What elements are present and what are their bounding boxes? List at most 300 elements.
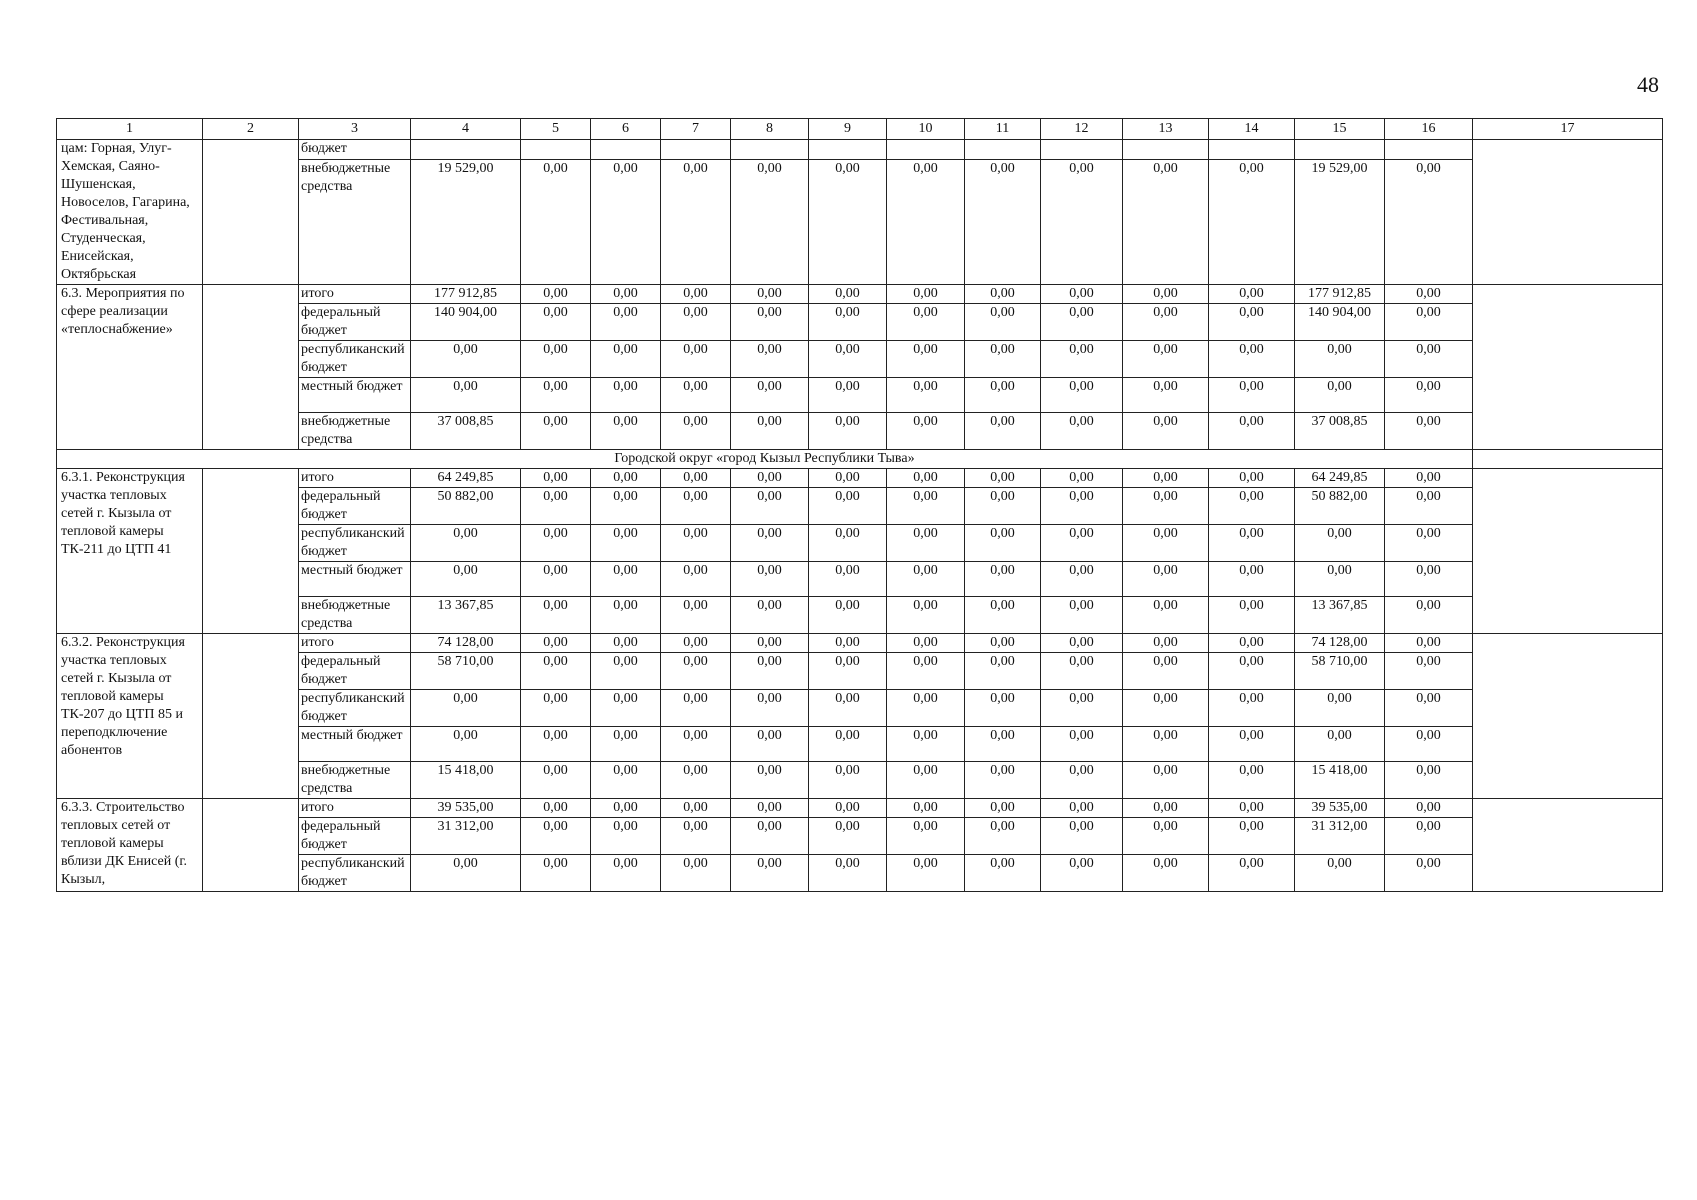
section-row <box>57 450 1663 469</box>
value-cell: 0,00 <box>411 855 521 892</box>
value-cell <box>809 140 887 160</box>
value-cell <box>521 140 591 160</box>
value-cell: 0,00 <box>591 304 661 341</box>
value-cell: 0,00 <box>1123 304 1209 341</box>
value-cell: 0,00 <box>661 562 731 597</box>
value-cell: 0,00 <box>965 597 1041 634</box>
value-cell: 0,00 <box>661 378 731 413</box>
funding-source: внебюджетные средства <box>299 762 411 799</box>
value-cell: 0,00 <box>661 597 731 634</box>
value-cell: 0,00 <box>809 488 887 525</box>
value-cell: 0,00 <box>1209 413 1295 450</box>
value-cell: 0,00 <box>1123 597 1209 634</box>
value-cell: 0,00 <box>591 818 661 855</box>
value-cell: 0,00 <box>1041 562 1123 597</box>
value-cell: 0,00 <box>965 413 1041 450</box>
value-cell: 0,00 <box>1209 762 1295 799</box>
value-cell: 0,00 <box>731 634 809 653</box>
value-cell: 0,00 <box>887 634 965 653</box>
table-row <box>57 285 1663 304</box>
value-cell: 0,00 <box>1385 469 1473 488</box>
value-cell: 0,00 <box>591 525 661 562</box>
value-cell: 0,00 <box>1385 304 1473 341</box>
value-cell: 0,00 <box>1209 525 1295 562</box>
value-cell: 0,00 <box>521 413 591 450</box>
value-cell: 0,00 <box>887 304 965 341</box>
value-cell: 0,00 <box>521 597 591 634</box>
value-cell: 0,00 <box>809 799 887 818</box>
funding-source: бюджет <box>299 140 411 160</box>
value-cell: 0,00 <box>661 818 731 855</box>
value-cell: 0,00 <box>809 653 887 690</box>
value-cell: 0,00 <box>1385 378 1473 413</box>
value-cell: 0,00 <box>731 562 809 597</box>
value-cell: 0,00 <box>1385 525 1473 562</box>
value-cell: 0,00 <box>411 525 521 562</box>
value-cell: 0,00 <box>887 855 965 892</box>
value-cell <box>887 140 965 160</box>
value-cell: 0,00 <box>1385 727 1473 762</box>
funding-source: федеральный бюджет <box>299 304 411 341</box>
value-cell: 0,00 <box>1041 413 1123 450</box>
funding-source: внебюджетные средства <box>299 597 411 634</box>
value-cell: 0,00 <box>1295 378 1385 413</box>
table-row <box>57 140 1663 160</box>
value-cell: 0,00 <box>1123 378 1209 413</box>
value-cell: 0,00 <box>965 488 1041 525</box>
value-cell: 0,00 <box>731 341 809 378</box>
value-cell: 0,00 <box>1209 818 1295 855</box>
value-cell: 0,00 <box>887 525 965 562</box>
column-2-cell <box>203 634 299 799</box>
value-cell: 0,00 <box>1041 488 1123 525</box>
value-cell: 0,00 <box>521 304 591 341</box>
value-cell: 0,00 <box>521 562 591 597</box>
value-cell: 0,00 <box>1385 799 1473 818</box>
value-cell: 0,00 <box>809 469 887 488</box>
funding-source: республиканский бюджет <box>299 341 411 378</box>
value-cell: 0,00 <box>731 762 809 799</box>
value-cell: 0,00 <box>809 818 887 855</box>
value-cell: 0,00 <box>809 562 887 597</box>
activity-name: 6.3.1. Реконструкция участка тепловых сетей г. Кызыла от тепловой камеры ТК-211 до ЦТП 41 <box>57 469 203 634</box>
value-cell: 0,00 <box>521 727 591 762</box>
activity-name: 6.3.2. Реконструкция участка тепловых сетей г. Кызыла от тепловой камеры ТК-207 до ЦТП 85 и переподключение абонентов <box>57 634 203 799</box>
value-cell: 0,00 <box>809 285 887 304</box>
table-row <box>57 799 1663 818</box>
value-cell: 0,00 <box>591 562 661 597</box>
value-cell: 0,00 <box>661 488 731 525</box>
funding-source: местный бюджет <box>299 378 411 413</box>
value-cell: 0,00 <box>1209 160 1295 285</box>
value-cell: 0,00 <box>521 285 591 304</box>
value-cell: 0,00 <box>1385 634 1473 653</box>
value-cell: 0,00 <box>887 469 965 488</box>
value-cell: 50 882,00 <box>411 488 521 525</box>
value-cell: 37 008,85 <box>1295 413 1385 450</box>
value-cell: 0,00 <box>1123 160 1209 285</box>
value-cell: 0,00 <box>731 799 809 818</box>
value-cell: 0,00 <box>1385 762 1473 799</box>
value-cell: 64 249,85 <box>411 469 521 488</box>
value-cell: 0,00 <box>887 762 965 799</box>
value-cell: 0,00 <box>591 762 661 799</box>
value-cell: 0,00 <box>731 413 809 450</box>
value-cell: 0,00 <box>731 727 809 762</box>
value-cell: 0,00 <box>661 653 731 690</box>
header-row <box>57 119 1663 140</box>
value-cell: 0,00 <box>1041 690 1123 727</box>
column-header-10: 10 <box>887 119 965 140</box>
funding-source: итого <box>299 285 411 304</box>
activity-name: 6.3.3. Строительство тепловых сетей от тепловой камеры вблизи ДК Енисей (г. Кызыл, <box>57 799 203 892</box>
funding-source: внебюджетные средства <box>299 413 411 450</box>
value-cell: 0,00 <box>521 818 591 855</box>
value-cell: 0,00 <box>731 488 809 525</box>
value-cell: 0,00 <box>661 634 731 653</box>
value-cell: 0,00 <box>731 653 809 690</box>
value-cell: 0,00 <box>521 525 591 562</box>
value-cell <box>965 140 1041 160</box>
col17-cell <box>1473 634 1663 799</box>
value-cell: 0,00 <box>1041 304 1123 341</box>
value-cell <box>591 140 661 160</box>
value-cell: 0,00 <box>1041 634 1123 653</box>
value-cell: 19 529,00 <box>1295 160 1385 285</box>
value-cell: 0,00 <box>1123 634 1209 653</box>
col17-cell <box>1473 469 1663 634</box>
value-cell <box>1385 140 1473 160</box>
value-cell: 0,00 <box>591 285 661 304</box>
value-cell: 0,00 <box>1385 285 1473 304</box>
value-cell: 0,00 <box>1385 653 1473 690</box>
column-header-4: 4 <box>411 119 521 140</box>
column-header-2: 2 <box>203 119 299 140</box>
value-cell: 0,00 <box>887 413 965 450</box>
col17-cell <box>1473 140 1663 285</box>
value-cell: 31 312,00 <box>411 818 521 855</box>
value-cell: 0,00 <box>887 597 965 634</box>
value-cell: 0,00 <box>887 690 965 727</box>
value-cell: 0,00 <box>809 378 887 413</box>
value-cell: 0,00 <box>521 488 591 525</box>
value-cell: 0,00 <box>591 160 661 285</box>
value-cell: 0,00 <box>731 469 809 488</box>
value-cell <box>411 140 521 160</box>
value-cell: 0,00 <box>1123 413 1209 450</box>
value-cell: 0,00 <box>965 855 1041 892</box>
column-header-13: 13 <box>1123 119 1209 140</box>
value-cell: 0,00 <box>887 341 965 378</box>
value-cell: 0,00 <box>661 304 731 341</box>
value-cell: 0,00 <box>887 727 965 762</box>
value-cell: 0,00 <box>1209 634 1295 653</box>
value-cell: 0,00 <box>1123 818 1209 855</box>
value-cell: 0,00 <box>731 818 809 855</box>
value-cell: 0,00 <box>1209 285 1295 304</box>
value-cell: 39 535,00 <box>1295 799 1385 818</box>
value-cell <box>1295 140 1385 160</box>
value-cell: 0,00 <box>1209 855 1295 892</box>
value-cell: 0,00 <box>1041 727 1123 762</box>
funding-source: республиканский бюджет <box>299 690 411 727</box>
column-header-16: 16 <box>1385 119 1473 140</box>
value-cell: 0,00 <box>1123 341 1209 378</box>
activity-name: 6.3. Мероприятия по сфере реализации «теплоснабжение» <box>57 285 203 450</box>
value-cell: 0,00 <box>1123 855 1209 892</box>
value-cell: 0,00 <box>965 341 1041 378</box>
funding-source: итого <box>299 634 411 653</box>
value-cell: 177 912,85 <box>1295 285 1385 304</box>
value-cell: 0,00 <box>965 285 1041 304</box>
value-cell: 0,00 <box>521 690 591 727</box>
value-cell: 0,00 <box>809 341 887 378</box>
value-cell: 0,00 <box>661 413 731 450</box>
column-header-5: 5 <box>521 119 591 140</box>
value-cell: 0,00 <box>591 690 661 727</box>
value-cell: 0,00 <box>1209 469 1295 488</box>
value-cell: 0,00 <box>411 378 521 413</box>
value-cell: 0,00 <box>591 469 661 488</box>
value-cell: 0,00 <box>809 160 887 285</box>
value-cell: 0,00 <box>809 762 887 799</box>
value-cell: 0,00 <box>809 727 887 762</box>
value-cell: 0,00 <box>1041 855 1123 892</box>
column-header-12: 12 <box>1041 119 1123 140</box>
value-cell: 0,00 <box>731 525 809 562</box>
value-cell: 0,00 <box>1385 562 1473 597</box>
column-header-15: 15 <box>1295 119 1385 140</box>
value-cell: 0,00 <box>1041 597 1123 634</box>
value-cell: 0,00 <box>887 160 965 285</box>
value-cell: 0,00 <box>887 378 965 413</box>
column-2-cell <box>203 469 299 634</box>
value-cell: 0,00 <box>1295 727 1385 762</box>
value-cell: 64 249,85 <box>1295 469 1385 488</box>
value-cell: 0,00 <box>661 727 731 762</box>
value-cell: 0,00 <box>887 799 965 818</box>
value-cell: 0,00 <box>1041 762 1123 799</box>
value-cell: 0,00 <box>1385 413 1473 450</box>
value-cell: 15 418,00 <box>1295 762 1385 799</box>
value-cell: 0,00 <box>809 690 887 727</box>
value-cell <box>661 140 731 160</box>
value-cell: 0,00 <box>591 341 661 378</box>
value-cell: 58 710,00 <box>411 653 521 690</box>
column-header-14: 14 <box>1209 119 1295 140</box>
value-cell: 0,00 <box>1041 525 1123 562</box>
value-cell <box>731 140 809 160</box>
value-cell: 0,00 <box>1209 562 1295 597</box>
column-header-1: 1 <box>57 119 203 140</box>
value-cell: 0,00 <box>521 378 591 413</box>
value-cell: 0,00 <box>965 304 1041 341</box>
value-cell: 0,00 <box>411 562 521 597</box>
value-cell: 0,00 <box>887 285 965 304</box>
value-cell: 0,00 <box>1209 341 1295 378</box>
value-cell: 0,00 <box>1123 653 1209 690</box>
value-cell: 0,00 <box>1209 727 1295 762</box>
value-cell: 0,00 <box>731 378 809 413</box>
value-cell: 0,00 <box>591 855 661 892</box>
value-cell: 0,00 <box>591 413 661 450</box>
value-cell: 0,00 <box>591 378 661 413</box>
value-cell: 0,00 <box>661 469 731 488</box>
value-cell: 0,00 <box>1209 653 1295 690</box>
value-cell: 0,00 <box>1385 690 1473 727</box>
value-cell: 0,00 <box>965 762 1041 799</box>
value-cell <box>1041 140 1123 160</box>
value-cell: 0,00 <box>1385 855 1473 892</box>
value-cell: 0,00 <box>1123 469 1209 488</box>
value-cell: 0,00 <box>521 469 591 488</box>
value-cell: 37 008,85 <box>411 413 521 450</box>
value-cell: 0,00 <box>1385 597 1473 634</box>
column-header-8: 8 <box>731 119 809 140</box>
value-cell: 0,00 <box>411 341 521 378</box>
value-cell: 0,00 <box>731 285 809 304</box>
funding-source: республиканский бюджет <box>299 525 411 562</box>
value-cell: 0,00 <box>661 762 731 799</box>
value-cell: 0,00 <box>731 690 809 727</box>
value-cell: 0,00 <box>521 634 591 653</box>
value-cell: 0,00 <box>1123 525 1209 562</box>
value-cell: 0,00 <box>887 488 965 525</box>
value-cell: 0,00 <box>1385 488 1473 525</box>
value-cell: 0,00 <box>591 653 661 690</box>
value-cell: 0,00 <box>1041 653 1123 690</box>
value-cell: 0,00 <box>1209 488 1295 525</box>
value-cell: 0,00 <box>521 341 591 378</box>
col17-cell <box>1473 799 1663 892</box>
value-cell: 0,00 <box>1295 341 1385 378</box>
value-cell: 0,00 <box>965 690 1041 727</box>
value-cell: 0,00 <box>1123 285 1209 304</box>
value-cell: 140 904,00 <box>1295 304 1385 341</box>
value-cell: 0,00 <box>809 525 887 562</box>
column-header-3: 3 <box>299 119 411 140</box>
col17-cell <box>1473 450 1663 469</box>
value-cell: 0,00 <box>1209 597 1295 634</box>
value-cell <box>1209 140 1295 160</box>
value-cell: 0,00 <box>809 634 887 653</box>
value-cell: 0,00 <box>1041 378 1123 413</box>
table-header <box>57 119 1663 140</box>
value-cell: 0,00 <box>1295 562 1385 597</box>
value-cell: 0,00 <box>411 690 521 727</box>
value-cell: 0,00 <box>1041 818 1123 855</box>
value-cell: 0,00 <box>591 727 661 762</box>
column-header-11: 11 <box>965 119 1041 140</box>
value-cell: 0,00 <box>521 762 591 799</box>
value-cell: 0,00 <box>965 727 1041 762</box>
value-cell: 31 312,00 <box>1295 818 1385 855</box>
table-body <box>57 140 1663 892</box>
value-cell: 0,00 <box>887 818 965 855</box>
value-cell: 0,00 <box>731 160 809 285</box>
value-cell: 0,00 <box>1295 525 1385 562</box>
value-cell: 140 904,00 <box>411 304 521 341</box>
value-cell: 0,00 <box>1385 818 1473 855</box>
value-cell: 0,00 <box>1123 690 1209 727</box>
value-cell: 0,00 <box>1041 469 1123 488</box>
value-cell: 0,00 <box>1209 690 1295 727</box>
funding-source: итого <box>299 469 411 488</box>
funding-source: внебюджетные средства <box>299 160 411 285</box>
value-cell: 0,00 <box>965 634 1041 653</box>
value-cell: 0,00 <box>965 378 1041 413</box>
value-cell: 0,00 <box>1209 304 1295 341</box>
value-cell: 0,00 <box>1041 341 1123 378</box>
value-cell: 50 882,00 <box>1295 488 1385 525</box>
value-cell: 39 535,00 <box>411 799 521 818</box>
budget-table <box>56 118 1663 892</box>
value-cell: 0,00 <box>521 855 591 892</box>
value-cell: 15 418,00 <box>411 762 521 799</box>
value-cell: 0,00 <box>1041 285 1123 304</box>
funding-source: местный бюджет <box>299 562 411 597</box>
funding-source: итого <box>299 799 411 818</box>
value-cell: 0,00 <box>661 285 731 304</box>
value-cell: 0,00 <box>591 488 661 525</box>
value-cell: 0,00 <box>1041 799 1123 818</box>
column-header-7: 7 <box>661 119 731 140</box>
value-cell: 0,00 <box>591 799 661 818</box>
value-cell: 0,00 <box>965 653 1041 690</box>
value-cell: 0,00 <box>521 799 591 818</box>
value-cell: 19 529,00 <box>411 160 521 285</box>
value-cell: 0,00 <box>521 653 591 690</box>
funding-source: федеральный бюджет <box>299 818 411 855</box>
value-cell: 0,00 <box>809 304 887 341</box>
table-row <box>57 634 1663 653</box>
value-cell: 0,00 <box>661 799 731 818</box>
value-cell <box>1123 140 1209 160</box>
table-row <box>57 469 1663 488</box>
value-cell: 0,00 <box>1123 762 1209 799</box>
section-title: Городской округ «город Кызыл Республики Тыва» <box>57 450 1473 469</box>
value-cell: 0,00 <box>731 304 809 341</box>
value-cell: 0,00 <box>1041 160 1123 285</box>
value-cell: 0,00 <box>731 855 809 892</box>
value-cell: 58 710,00 <box>1295 653 1385 690</box>
column-2-cell <box>203 140 299 285</box>
value-cell: 0,00 <box>1123 799 1209 818</box>
value-cell: 0,00 <box>809 413 887 450</box>
funding-source: федеральный бюджет <box>299 653 411 690</box>
value-cell: 0,00 <box>965 799 1041 818</box>
value-cell: 0,00 <box>1209 378 1295 413</box>
value-cell: 0,00 <box>1385 160 1473 285</box>
funding-source: федеральный бюджет <box>299 488 411 525</box>
value-cell: 0,00 <box>661 855 731 892</box>
value-cell: 0,00 <box>1295 690 1385 727</box>
value-cell: 0,00 <box>1385 341 1473 378</box>
activity-name: цам: Горная, Улуг-Хемская, Саяно-Шушенская, Новоселов, Гагарина, Фестивальная, Студенческая, Енисейская, Октябрьская <box>57 140 203 285</box>
funding-source: республиканский бюджет <box>299 855 411 892</box>
value-cell: 13 367,85 <box>1295 597 1385 634</box>
value-cell: 0,00 <box>965 469 1041 488</box>
value-cell: 0,00 <box>965 562 1041 597</box>
page-number: 48 <box>1637 72 1659 97</box>
column-2-cell <box>203 799 299 892</box>
value-cell: 0,00 <box>1123 562 1209 597</box>
value-cell: 0,00 <box>965 160 1041 285</box>
column-header-6: 6 <box>591 119 661 140</box>
value-cell: 0,00 <box>887 562 965 597</box>
value-cell: 0,00 <box>731 597 809 634</box>
value-cell: 0,00 <box>411 727 521 762</box>
